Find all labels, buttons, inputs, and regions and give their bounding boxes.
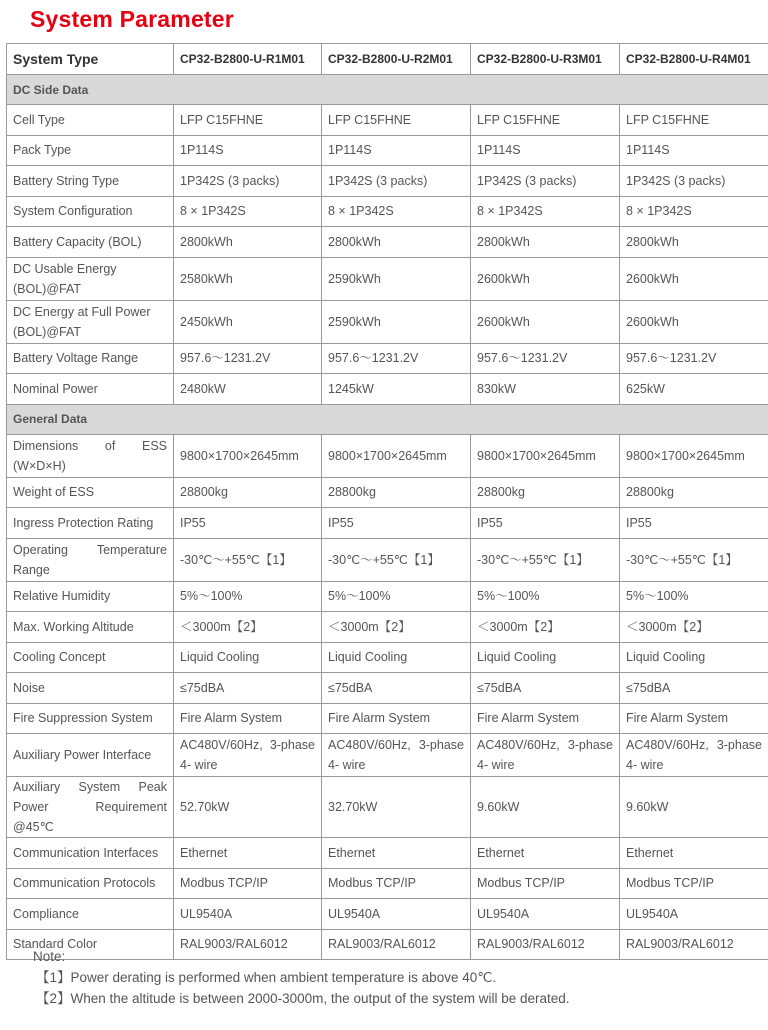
row-value: -30℃～+55℃【1】 — [620, 538, 768, 581]
row-value: -30℃～+55℃【1】 — [174, 538, 322, 581]
row-value: 9800×1700×2645mm — [471, 434, 620, 477]
row-value: Ethernet — [322, 838, 471, 869]
table-row — [7, 612, 768, 643]
table-row — [7, 135, 768, 166]
row-value: ＜3000m【2】 — [322, 612, 471, 643]
row-label: Battery Voltage Range — [7, 343, 174, 374]
row-value: -30℃～+55℃【1】 — [322, 538, 471, 581]
row-label: Cell Type — [7, 105, 174, 136]
row-value: ＜3000m【2】 — [471, 612, 620, 643]
section-title: General Data — [7, 404, 768, 434]
row-value: 1245kW — [322, 374, 471, 405]
note-item: 【2】When the altitude is between 2000-3000m, the output of the system will be derated. — [36, 991, 570, 1006]
row-value: 8 × 1P342S — [471, 196, 620, 227]
row-value: LFP C15FHNE — [620, 105, 768, 136]
row-label: Communication Protocols — [7, 868, 174, 899]
row-value: ≤75dBA — [322, 673, 471, 704]
table-row — [7, 477, 768, 508]
table-row — [7, 673, 768, 704]
row-value: ≤75dBA — [174, 673, 322, 704]
row-value: RAL9003/RAL6012 — [322, 929, 471, 960]
row-value: ＜3000m【2】 — [620, 612, 768, 643]
row-value: AC480V/60Hz, 3-phase 4- wire — [174, 734, 322, 777]
row-value: 2800kWh — [620, 227, 768, 258]
row-value: 5%～100% — [322, 581, 471, 612]
row-value: 2590kWh — [322, 300, 471, 343]
table-row — [7, 838, 768, 869]
row-value: -30℃～+55℃【1】 — [471, 538, 620, 581]
table-row — [7, 257, 768, 300]
row-value: UL9540A — [620, 899, 768, 930]
row-label: Cooling Concept — [7, 642, 174, 673]
row-value: 957.6～1231.2V — [322, 343, 471, 374]
table-row — [7, 868, 768, 899]
row-value: ＜3000m【2】 — [174, 612, 322, 643]
row-value: 957.6～1231.2V — [471, 343, 620, 374]
notes-title: Note: — [33, 949, 66, 964]
table-row — [7, 703, 768, 734]
section-header-row — [7, 404, 768, 434]
row-value: 28800kg — [174, 477, 322, 508]
table-row — [7, 899, 768, 930]
row-value: Liquid Cooling — [471, 642, 620, 673]
row-value: Liquid Cooling — [174, 642, 322, 673]
row-value: LFP C15FHNE — [174, 105, 322, 136]
system-parameter-table — [6, 43, 768, 960]
row-value: 9800×1700×2645mm — [174, 434, 322, 477]
row-value: Fire Alarm System — [620, 703, 768, 734]
row-value: 830kW — [471, 374, 620, 405]
row-value: 28800kg — [620, 477, 768, 508]
row-value: 2600kWh — [471, 257, 620, 300]
row-value: 9800×1700×2645mm — [322, 434, 471, 477]
row-label: Operating Temperature Range — [7, 538, 174, 581]
row-label: Nominal Power — [7, 374, 174, 405]
row-label: System Configuration — [7, 196, 174, 227]
row-value: Ethernet — [174, 838, 322, 869]
row-value: AC480V/60Hz, 3-phase 4- wire — [620, 734, 768, 777]
row-value: Ethernet — [471, 838, 620, 869]
row-value: ≤75dBA — [471, 673, 620, 704]
row-value: 957.6～1231.2V — [620, 343, 768, 374]
row-value: Fire Alarm System — [174, 703, 322, 734]
page-title: System Parameter — [30, 6, 234, 32]
header-system-type: System Type — [7, 44, 174, 75]
row-label: Battery String Type — [7, 166, 174, 197]
header-model: CP32-B2800-U-R1M01 — [174, 44, 322, 75]
section-title: DC Side Data — [7, 75, 768, 105]
row-value: 1P342S (3 packs) — [174, 166, 322, 197]
row-value: UL9540A — [174, 899, 322, 930]
table-row — [7, 166, 768, 197]
header-model: CP32-B2800-U-R4M01 — [620, 44, 768, 75]
table-row — [7, 734, 768, 777]
row-label: Pack Type — [7, 135, 174, 166]
row-value: LFP C15FHNE — [471, 105, 620, 136]
row-value: UL9540A — [322, 899, 471, 930]
row-value: Modbus TCP/IP — [174, 868, 322, 899]
row-value: IP55 — [620, 508, 768, 539]
row-value: 9.60kW — [471, 777, 620, 838]
row-label: Compliance — [7, 899, 174, 930]
row-value: 1P114S — [322, 135, 471, 166]
table-row — [7, 343, 768, 374]
row-label: Dimensions of ESS (W×D×H) — [7, 434, 174, 477]
table-row — [7, 374, 768, 405]
row-value: 1P342S (3 packs) — [620, 166, 768, 197]
row-value: 2600kWh — [471, 300, 620, 343]
row-label: DC Energy at Full Power (BOL)@FAT — [7, 300, 174, 343]
row-value: 1P342S (3 packs) — [322, 166, 471, 197]
row-value: Modbus TCP/IP — [471, 868, 620, 899]
row-value: 5%～100% — [620, 581, 768, 612]
header-model: CP32-B2800-U-R3M01 — [471, 44, 620, 75]
row-label: Ingress Protection Rating — [7, 508, 174, 539]
row-value: 2800kWh — [174, 227, 322, 258]
header-model: CP32-B2800-U-R2M01 — [322, 44, 471, 75]
row-value: UL9540A — [471, 899, 620, 930]
table-row — [7, 105, 768, 136]
table-row — [7, 777, 768, 838]
row-label: Auxiliary Power Interface — [7, 734, 174, 777]
row-label: Communication Interfaces — [7, 838, 174, 869]
row-label: Max. Working Altitude — [7, 612, 174, 643]
row-value: 52.70kW — [174, 777, 322, 838]
notes — [33, 946, 570, 1009]
row-label: DC Usable Energy (BOL)@FAT — [7, 257, 174, 300]
section-header-row — [7, 75, 768, 105]
row-label: Relative Humidity — [7, 581, 174, 612]
row-label: Fire Suppression System — [7, 703, 174, 734]
table-row — [7, 538, 768, 581]
row-value: 2580kWh — [174, 257, 322, 300]
row-value: ≤75dBA — [620, 673, 768, 704]
row-value: IP55 — [174, 508, 322, 539]
table-row — [7, 196, 768, 227]
table-header-row — [7, 44, 768, 75]
row-value: Fire Alarm System — [322, 703, 471, 734]
row-value: 957.6～1231.2V — [174, 343, 322, 374]
row-value: Fire Alarm System — [471, 703, 620, 734]
table-row — [7, 434, 768, 477]
row-value: IP55 — [322, 508, 471, 539]
table-row — [7, 642, 768, 673]
table-row — [7, 581, 768, 612]
table-body — [7, 44, 768, 960]
row-value: 5%～100% — [471, 581, 620, 612]
row-value: Liquid Cooling — [322, 642, 471, 673]
row-value: 1P114S — [620, 135, 768, 166]
row-value: 2600kWh — [620, 257, 768, 300]
row-value: Modbus TCP/IP — [322, 868, 471, 899]
row-value: Ethernet — [620, 838, 768, 869]
table-row — [7, 300, 768, 343]
row-value: 2600kWh — [620, 300, 768, 343]
row-value: 1P114S — [471, 135, 620, 166]
row-value: 1P342S (3 packs) — [471, 166, 620, 197]
row-value: RAL9003/RAL6012 — [620, 929, 768, 960]
row-label: Weight of ESS — [7, 477, 174, 508]
row-value: 8 × 1P342S — [322, 196, 471, 227]
row-value: RAL9003/RAL6012 — [174, 929, 322, 960]
row-value: 2800kWh — [322, 227, 471, 258]
row-value: 28800kg — [322, 477, 471, 508]
table-row — [7, 227, 768, 258]
row-value: 8 × 1P342S — [620, 196, 768, 227]
row-value: 1P114S — [174, 135, 322, 166]
row-value: 32.70kW — [322, 777, 471, 838]
row-value: 8 × 1P342S — [174, 196, 322, 227]
table-row — [7, 508, 768, 539]
row-value: 9.60kW — [620, 777, 768, 838]
row-label: Noise — [7, 673, 174, 704]
row-value: RAL9003/RAL6012 — [471, 929, 620, 960]
row-label: Battery Capacity (BOL) — [7, 227, 174, 258]
row-value: 9800×1700×2645mm — [620, 434, 768, 477]
row-value: 2590kWh — [322, 257, 471, 300]
row-value: LFP C15FHNE — [322, 105, 471, 136]
note-item: 【1】Power derating is performed when ambient temperature is above 40℃. — [36, 970, 497, 985]
row-value: AC480V/60Hz, 3-phase 4- wire — [322, 734, 471, 777]
row-value: 28800kg — [471, 477, 620, 508]
row-value: 2800kWh — [471, 227, 620, 258]
row-value: 2480kW — [174, 374, 322, 405]
row-value: 2450kWh — [174, 300, 322, 343]
row-value: Modbus TCP/IP — [620, 868, 768, 899]
row-value: Liquid Cooling — [620, 642, 768, 673]
row-value: AC480V/60Hz, 3-phase 4- wire — [471, 734, 620, 777]
row-value: IP55 — [471, 508, 620, 539]
row-value: 625kW — [620, 374, 768, 405]
row-label: Auxiliary System Peak Power Requirement @45℃ — [7, 777, 174, 838]
row-label: Standard Color — [7, 929, 174, 960]
row-value: 5%～100% — [174, 581, 322, 612]
